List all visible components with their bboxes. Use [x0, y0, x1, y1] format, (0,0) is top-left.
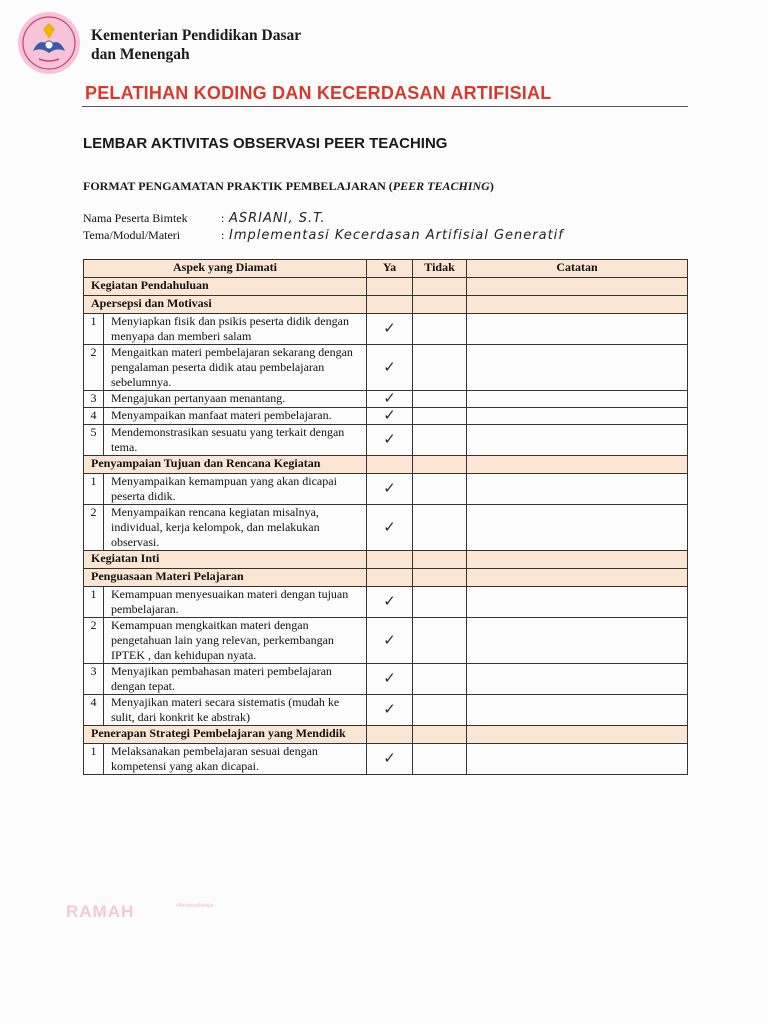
item-number: 4: [84, 408, 104, 425]
catatan-cell[interactable]: [467, 695, 688, 726]
item-text: Menyiapkan fisik dan psikis peserta didik dengan menyapa dan memberi salam: [104, 314, 367, 345]
item-number: 1: [84, 314, 104, 345]
table-row: [84, 695, 688, 726]
check-mark-icon: ✓: [383, 630, 396, 649]
table-row: [84, 314, 688, 345]
item-number: 4: [84, 695, 104, 726]
item-text: Melaksanakan pembelajaran sesuai dengan kompetensi yang akan dicapai.: [104, 744, 367, 775]
ya-cell[interactable]: [367, 664, 413, 695]
ya-cell: [367, 569, 413, 587]
ya-cell[interactable]: [367, 695, 413, 726]
item-number: 2: [84, 618, 104, 664]
item-number: 2: [84, 505, 104, 551]
catatan-cell[interactable]: [467, 391, 688, 408]
table-row: [84, 345, 688, 391]
format-title: [83, 179, 494, 194]
ministry-line-1: Kementerian Pendidikan Dasar: [91, 27, 302, 44]
ya-cell[interactable]: [367, 345, 413, 391]
item-text: Kemampuan menyesuaikan materi dengan tujuan pembelajaran.: [104, 587, 367, 618]
check-mark-icon: ✓: [383, 389, 396, 407]
check-mark-icon: ✓: [383, 319, 396, 337]
header-tidak: Tidak: [413, 260, 467, 278]
tidak-cell: [413, 551, 467, 569]
table-row: [84, 664, 688, 695]
tidak-cell[interactable]: [413, 587, 467, 618]
observation-table-body: [84, 278, 688, 775]
ya-cell[interactable]: [367, 408, 413, 425]
section-row: [84, 551, 688, 569]
catatan-cell[interactable]: [467, 664, 688, 695]
table-row: [84, 618, 688, 664]
item-text: Menyajikan materi secara sistematis (mudah ke sulit, dari konkrit ke abstrak): [104, 695, 367, 726]
check-mark-icon: ✓: [383, 749, 396, 767]
tidak-cell[interactable]: [413, 618, 467, 664]
format-title-italic: PEER TEACHING: [392, 179, 490, 193]
subsection-row: [84, 569, 688, 587]
subsection-label: Penyampaian Tujuan dan Rencana Kegiatan: [84, 456, 367, 474]
table-row: [84, 425, 688, 456]
sheet-title: LEMBAR AKTIVITAS OBSERVASI PEER TEACHING: [83, 135, 448, 152]
participant-name-label: Nama Peserta Bimtek: [83, 211, 188, 225]
tidak-cell[interactable]: [413, 408, 467, 425]
ya-cell: [367, 278, 413, 296]
catatan-cell[interactable]: [467, 587, 688, 618]
item-text: Mengaitkan materi pembelajaran sekarang dengan pengalaman peserta didik atau pembelajaran sebelumnya.: [104, 345, 367, 391]
item-text: Mengajukan pertanyaan menantang.: [104, 391, 367, 408]
program-title: PELATIHAN KODING DAN KECERDASAN ARTIFISIAL: [85, 83, 552, 103]
tidak-cell[interactable]: [413, 391, 467, 408]
format-title-end: ): [489, 179, 494, 193]
catatan-cell: [467, 296, 688, 314]
ya-cell: [367, 551, 413, 569]
catatan-cell[interactable]: [467, 425, 688, 456]
ya-cell[interactable]: [367, 744, 413, 775]
participant-topic-value: Implementasi Kecerdasan Artifisial Generatif: [229, 228, 564, 243]
catatan-cell[interactable]: [467, 744, 688, 775]
item-number: 1: [84, 474, 104, 505]
table-row: [84, 505, 688, 551]
ya-cell[interactable]: [367, 505, 413, 551]
subsection-row: [84, 296, 688, 314]
item-number: 1: [84, 744, 104, 775]
footer-brand: RAMAH: [66, 902, 135, 921]
subsection-row: [84, 456, 688, 474]
subsection-label: Penguasaan Materi Pelajaran: [84, 569, 367, 587]
catatan-cell: [467, 278, 688, 296]
tidak-cell[interactable]: [413, 314, 467, 345]
section-row: [84, 278, 688, 296]
catatan-cell: [467, 726, 688, 744]
tidak-cell[interactable]: [413, 695, 467, 726]
ya-cell: [367, 296, 413, 314]
catatan-cell: [467, 551, 688, 569]
table-row: [84, 744, 688, 775]
ministry-name: [91, 26, 301, 64]
check-mark-icon: ✓: [383, 357, 396, 376]
check-mark-icon: ✓: [383, 479, 396, 497]
table-row: [84, 587, 688, 618]
ya-cell: [367, 726, 413, 744]
table-row: [84, 408, 688, 425]
table-row: [84, 474, 688, 505]
header-aspek: Aspek yang Diamati: [84, 260, 367, 278]
catatan-cell[interactable]: [467, 314, 688, 345]
tidak-cell[interactable]: [413, 425, 467, 456]
item-number: 5: [84, 425, 104, 456]
item-number: 3: [84, 664, 104, 695]
subsection-row: [84, 726, 688, 744]
item-text: Menyampaikan manfaat materi pembelajaran.: [104, 408, 367, 425]
item-number: 1: [84, 587, 104, 618]
ya-cell[interactable]: [367, 474, 413, 505]
header-divider: [82, 106, 688, 107]
ya-cell: [367, 456, 413, 474]
item-text: Menyampaikan rencana kegiatan misalnya, individual, kerja kelompok, dan melakukan observasi.: [104, 505, 367, 551]
tidak-cell: [413, 456, 467, 474]
tidak-cell[interactable]: [413, 505, 467, 551]
catatan-cell: [467, 456, 688, 474]
tidak-cell[interactable]: [413, 345, 467, 391]
catatan-cell[interactable]: [467, 618, 688, 664]
catatan-cell[interactable]: [467, 345, 688, 391]
ministry-line-2: dan Menengah: [91, 46, 190, 63]
ministry-logo: [18, 12, 80, 74]
tut-wuri-handayani-emblem-icon: [21, 15, 77, 71]
ya-cell[interactable]: [367, 618, 413, 664]
check-mark-icon: ✓: [383, 669, 396, 687]
section-label: Kegiatan Pendahuluan: [84, 278, 367, 296]
header-ya: Ya: [367, 260, 413, 278]
participant-topic-colon: :: [221, 228, 225, 242]
item-number: 2: [84, 345, 104, 391]
item-text: Kemampuan mengkaitkan materi dengan pengetahuan lain yang relevan, perkembangan IPTEK , dan kehidupan nyata.: [104, 618, 367, 664]
catatan-cell[interactable]: [467, 505, 688, 551]
tidak-cell[interactable]: [413, 474, 467, 505]
participant-name-value: ASRIANI, S.T.: [229, 211, 326, 226]
catatan-cell[interactable]: [467, 408, 688, 425]
header-catatan: Catatan: [467, 260, 688, 278]
ya-cell[interactable]: [367, 314, 413, 345]
tidak-cell[interactable]: [413, 744, 467, 775]
subsection-label: Penerapan Strategi Pembelajaran yang Mendidik: [84, 726, 367, 744]
check-mark-icon: ✓: [383, 517, 396, 536]
participant-topic-label: Tema/Modul/Materi: [83, 228, 181, 242]
item-text: Mendemonstrasikan sesuatu yang terkait dengan tema.: [104, 425, 367, 456]
observation-table: [83, 259, 688, 775]
item-text: Menyampaikan kemampuan yang akan dicapai peserta didik.: [104, 474, 367, 505]
participant-name-row: [83, 211, 326, 226]
item-number: 3: [84, 391, 104, 408]
item-text: Menyajikan pembahasan materi pembelajaran dengan tepat.: [104, 664, 367, 695]
ya-cell[interactable]: [367, 425, 413, 456]
tidak-cell: [413, 726, 467, 744]
participant-topic-row: [83, 228, 564, 243]
table-row: [84, 391, 688, 408]
ya-cell[interactable]: [367, 391, 413, 408]
check-mark-icon: ✓: [383, 406, 396, 424]
footer-tag-text: #MerdekaBelajar: [176, 903, 214, 909]
catatan-cell: [467, 569, 688, 587]
participant-name-colon: :: [221, 211, 225, 225]
section-label: Kegiatan Inti: [84, 551, 367, 569]
table-header-row: [84, 260, 688, 278]
check-mark-icon: ✓: [383, 592, 396, 610]
subsection-label: Apersepsi dan Motivasi: [84, 296, 367, 314]
tidak-cell: [413, 569, 467, 587]
tidak-cell: [413, 296, 467, 314]
tidak-cell[interactable]: [413, 664, 467, 695]
check-mark-icon: ✓: [383, 430, 396, 448]
tidak-cell: [413, 278, 467, 296]
format-title-main: FORMAT PENGAMATAN PRAKTIK PEMBELAJARAN (: [83, 179, 393, 193]
catatan-cell[interactable]: [467, 474, 688, 505]
ya-cell[interactable]: [367, 587, 413, 618]
check-mark-icon: ✓: [383, 700, 396, 718]
